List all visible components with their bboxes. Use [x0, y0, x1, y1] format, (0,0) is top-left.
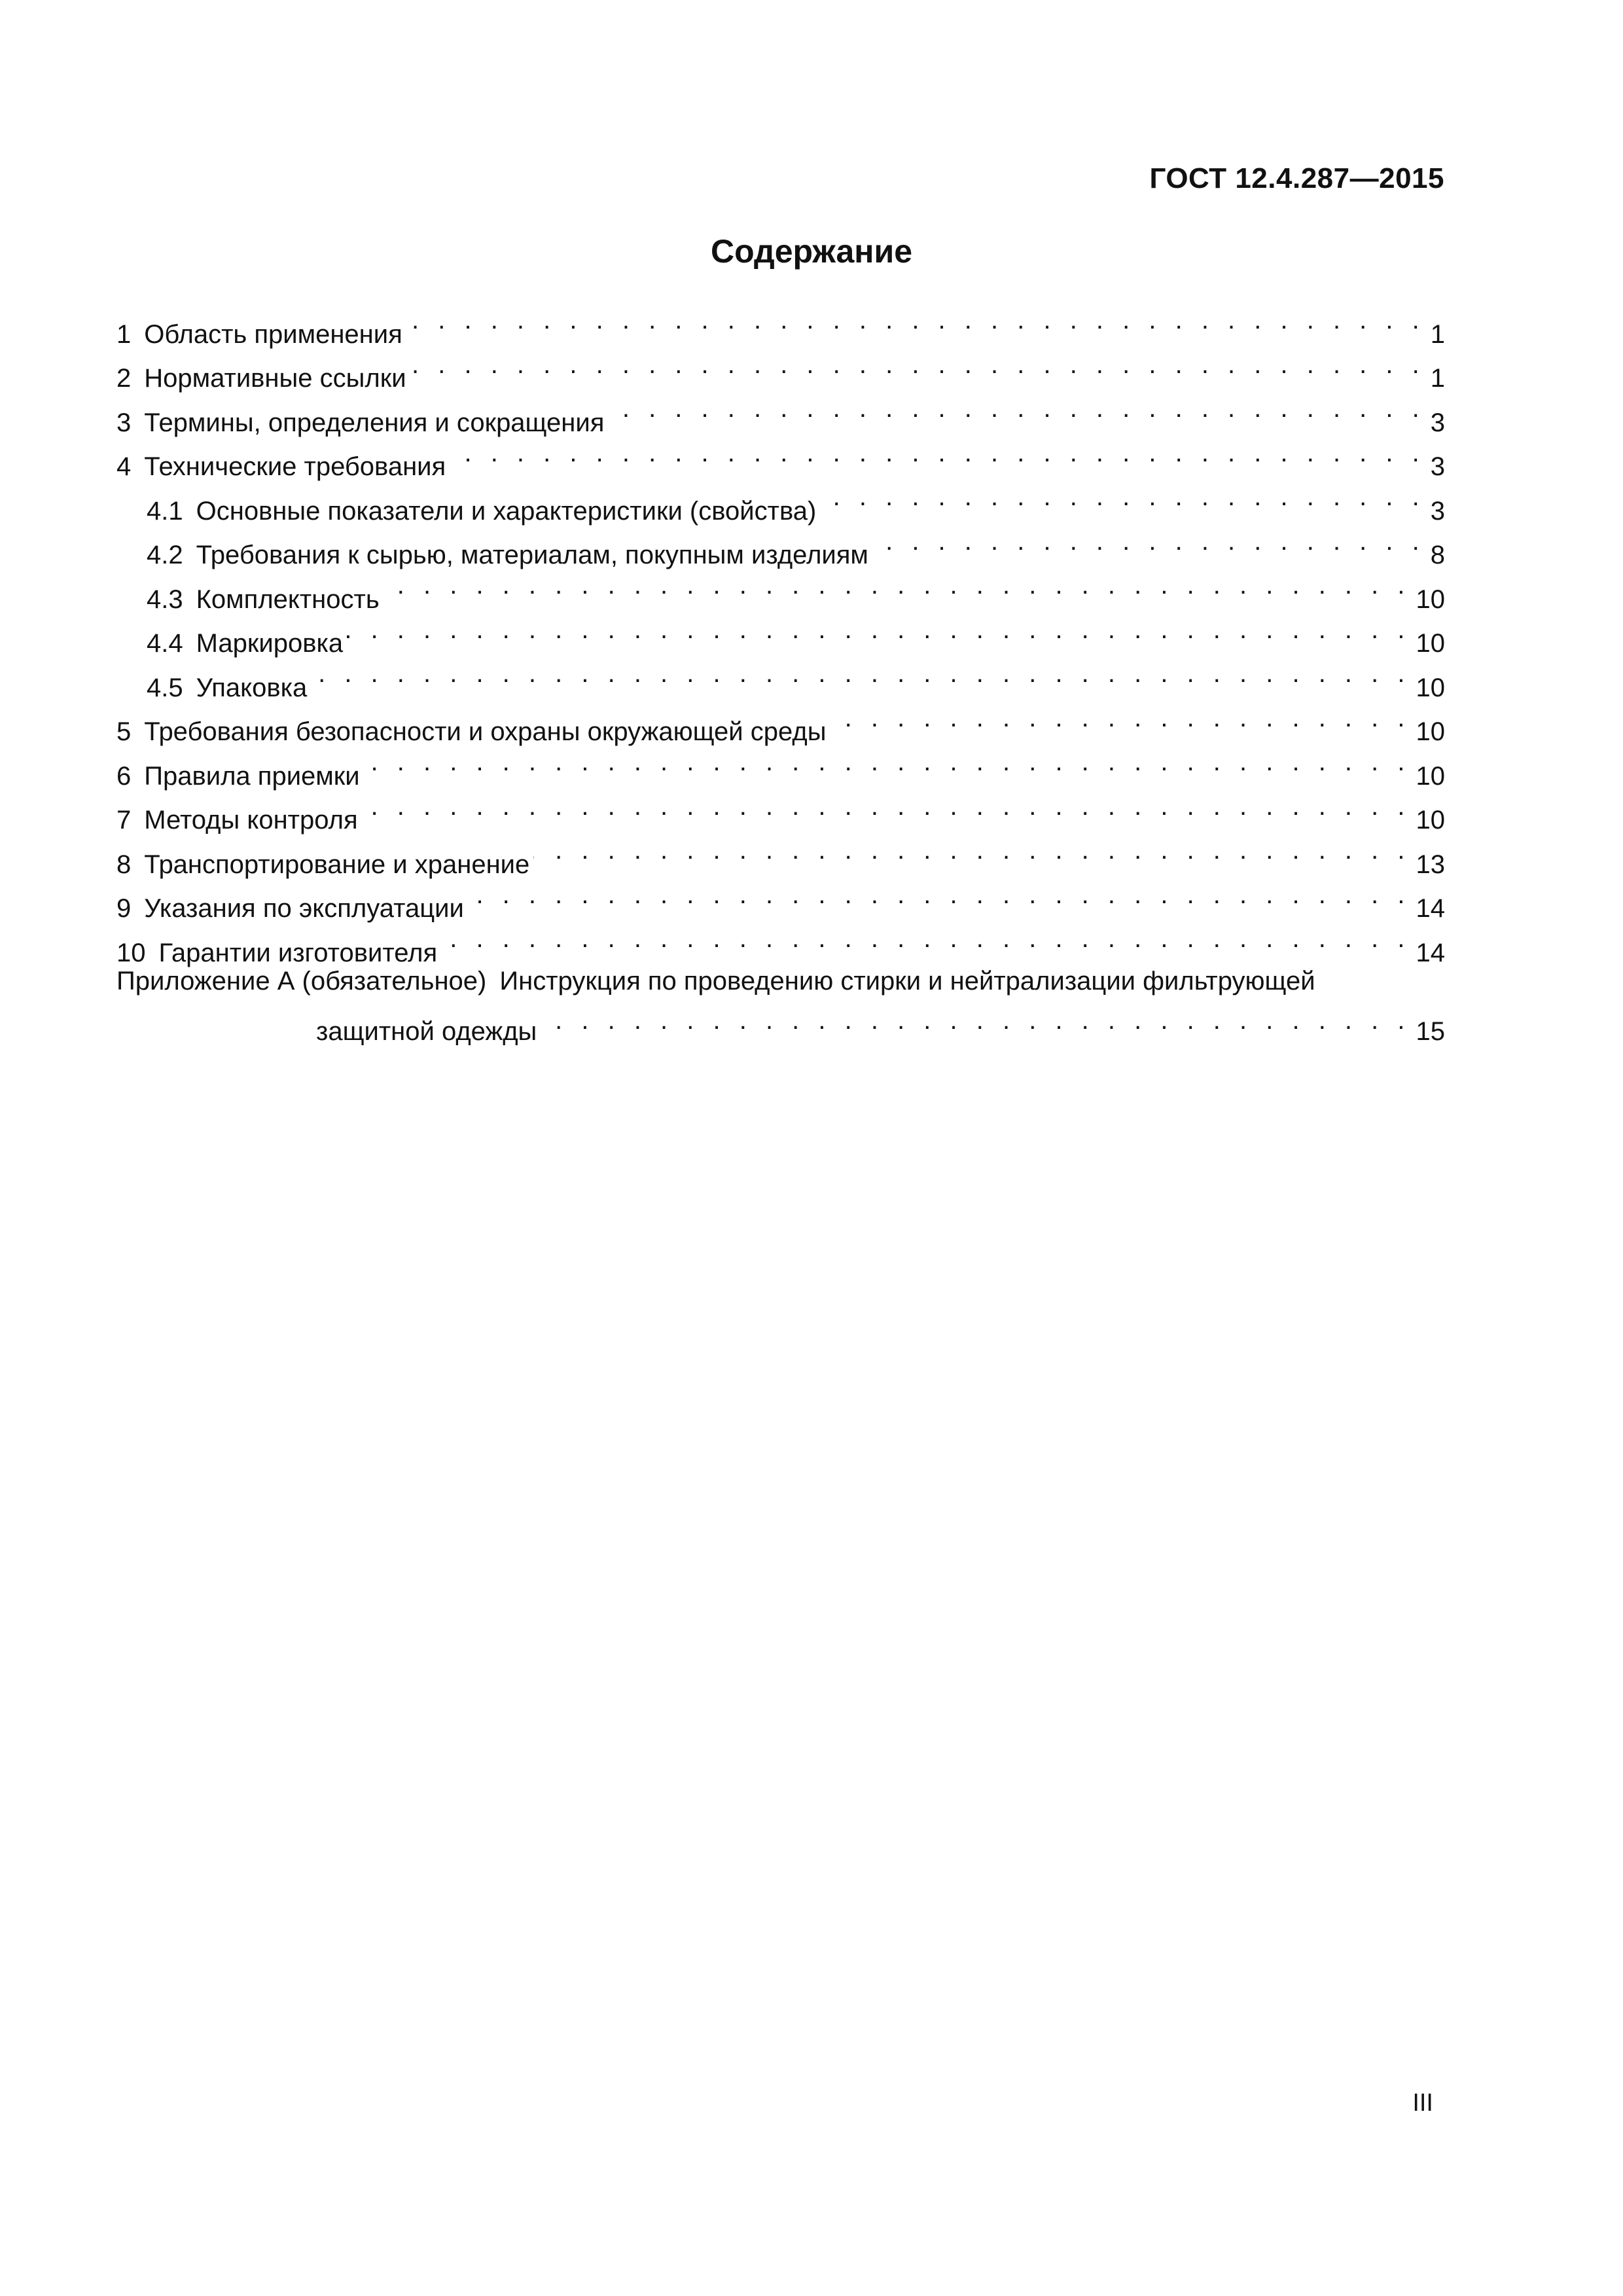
toc-entry-page: 3 — [1430, 496, 1445, 526]
toc-entry-label: Основные показатели и характеристики (свойства) — [196, 496, 817, 526]
toc-entry-page: 13 — [1416, 850, 1445, 879]
toc-entry-page: 8 — [1430, 541, 1445, 569]
appendix-prefix: Приложение А (обязательное) — [116, 966, 487, 996]
dot-leader — [347, 608, 1410, 653]
toc-entry-label: Термины, определения и сокращения — [144, 408, 605, 437]
toc-entry-page: 10 — [1416, 673, 1445, 702]
toc-entry-number: 10 — [116, 938, 146, 967]
toc-entry-page: 10 — [1416, 761, 1445, 791]
toc-entry-label: Требования безопасности и охраны окружающей среды — [144, 717, 827, 746]
toc-entry-number: 8 — [116, 850, 132, 879]
toc-entry-number: 7 — [116, 806, 132, 834]
dot-leader — [441, 917, 1410, 961]
toc-entry-page: 1 — [1430, 319, 1445, 349]
toc-entry-4-5[interactable] — [116, 652, 1445, 702]
dot-leader — [383, 564, 1411, 608]
toc-entry-label: Область применения — [144, 319, 402, 349]
toc-title: Содержание — [710, 233, 913, 270]
appendix-page: 15 — [1416, 1016, 1445, 1046]
toc-entry-1[interactable] — [116, 298, 1445, 349]
toc-entry-label: Маркировка — [196, 629, 344, 658]
toc-entry-page: 10 — [1416, 629, 1445, 658]
dot-leader — [406, 298, 1425, 343]
dot-leader — [311, 652, 1410, 696]
toc-entry-label: Комплектность — [196, 584, 380, 614]
toc-entry-number: 4.1 — [147, 496, 183, 526]
toc-entry-page: 14 — [1416, 894, 1445, 923]
dot-leader — [608, 387, 1425, 431]
dot-leader — [362, 785, 1411, 829]
toc-entry-label: Указания по эксплуатации — [144, 894, 464, 923]
toc-entry-number: 4.3 — [147, 584, 183, 614]
toc-entry-page: 10 — [1416, 584, 1445, 614]
toc-entry-label: Правила приемки — [144, 761, 360, 791]
toc-entry-label: Технические требования — [144, 452, 446, 481]
toc-entry-5[interactable] — [116, 696, 1445, 746]
toc-entry-number: 5 — [116, 717, 132, 746]
dot-leader — [872, 520, 1425, 564]
toc-entry-page: 3 — [1430, 452, 1445, 481]
dot-leader — [830, 696, 1410, 741]
toc-entry-number: 6 — [116, 761, 132, 791]
toc-entry-label: Гарантии изготовителя — [158, 938, 438, 967]
dot-leader — [364, 740, 1411, 785]
toc-entry-number: 2 — [116, 364, 132, 393]
table-of-contents — [116, 298, 1445, 1046]
document-code: ГОСТ 12.4.287—2015 — [1149, 162, 1444, 194]
toc-appendix-a-continuation[interactable] — [116, 1001, 1445, 1046]
toc-entry-number: 4.4 — [147, 629, 183, 658]
dot-leader — [820, 475, 1425, 520]
dot-leader — [450, 431, 1425, 476]
toc-entry-label: Методы контроля — [144, 806, 358, 834]
toc-entry-label: Упаковка — [196, 673, 308, 702]
page-number: III — [1412, 2089, 1433, 2117]
toc-entry-label: Нормативные ссылки — [144, 364, 406, 393]
dot-leader — [533, 829, 1410, 873]
toc-entry-page: 10 — [1416, 717, 1445, 746]
appendix-title-line-2: защитной одежды — [316, 1016, 537, 1046]
toc-entry-page: 14 — [1416, 938, 1445, 967]
toc-entry-page: 3 — [1430, 408, 1445, 437]
toc-entry-number: 4.2 — [147, 541, 183, 569]
toc-entry-number: 4.5 — [147, 673, 183, 702]
toc-entry-number: 1 — [116, 319, 132, 349]
dot-leader — [541, 1001, 1410, 1040]
toc-entry-label: Требования к сырью, материалам, покупным изделиям — [196, 541, 868, 569]
toc-entry-page: 10 — [1416, 806, 1445, 834]
toc-entry-number: 3 — [116, 408, 132, 437]
appendix-title-line-1: Инструкция по проведению стирки и нейтрализации фильтрующей — [499, 966, 1315, 996]
toc-entry-page: 1 — [1430, 364, 1445, 393]
toc-entry-number: 4 — [116, 452, 132, 481]
toc-appendix-a[interactable] — [116, 961, 1445, 1001]
toc-entry-number: 9 — [116, 894, 132, 923]
dot-leader — [410, 343, 1425, 387]
dot-leader — [468, 873, 1411, 918]
toc-entry-label: Транспортирование и хранение — [144, 850, 530, 879]
